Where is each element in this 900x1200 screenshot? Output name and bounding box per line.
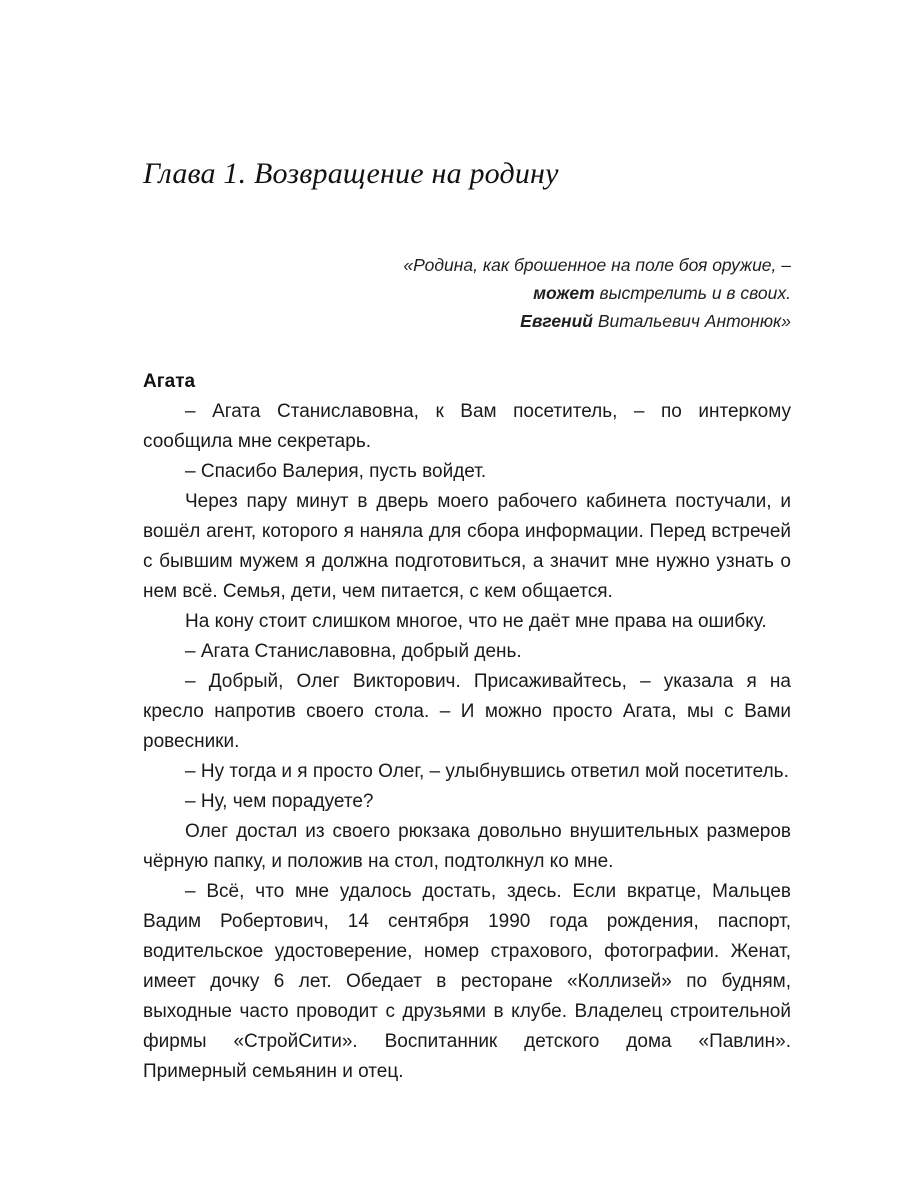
paragraph: – Агата Станиславовна, к Вам посетитель, – по интеркому сообщила мне секретарь. xyxy=(143,401,791,452)
paragraph: – Добрый, Олег Викторович. Присаживайтесь, – указала я на кресло напротив своего стола. – И можно просто Агата, мы с Вами ровесники. xyxy=(143,671,791,752)
paragraph: Через пару минут в дверь моего рабочего кабинета постучали, и вошёл агент, которого я наняла для сбора информации. Перед встречей с бывшим мужем я должна подготовиться, а значит мне нужно узнать о нем всё. Семья, дети, чем питается, с кем общается. xyxy=(143,491,791,602)
paragraph: – Спасибо Валерия, пусть войдет. xyxy=(185,461,487,482)
epigraph-line-3-emphasis: Евгений xyxy=(520,311,594,331)
paragraph: – Агата Станиславовна, добрый день. xyxy=(185,641,522,662)
epigraph-line-3 xyxy=(143,307,791,335)
paragraph: – Ну тогда и я просто Олег, – улыбнувшись ответил мой посетитель. xyxy=(185,761,789,782)
paragraph: – Всё, что мне удалось достать, здесь. Если вкратце, Мальцев Вадим Робертович, 14 сентября 1990 года рождения, паспорт, водительское удостоверение, номер страхового, фотографии. Женат, имеет дочку 6 лет. Обедает в ресторане «Коллизей» по будням, выходные часто проводит с друзьями в клубе. Владелец строительной фирмы «СтройСити». Воспитанник детского дома «Павлин». Примерный семьянин и отец. xyxy=(143,881,791,1082)
epigraph-line-1: «Родина, как брошенное на поле боя оружие, – xyxy=(403,255,791,275)
speaker-heading: Агата xyxy=(143,371,196,392)
epigraph-line-2-emphasis: может xyxy=(533,283,595,303)
paragraph: На кону стоит слишком многое, что не даёт мне права на ошибку. xyxy=(185,611,767,632)
paragraph: – Ну, чем порадуете? xyxy=(185,791,374,812)
paragraph: Олег достал из своего рюкзака довольно внушительных размеров чёрную папку, и положив на стол, подтолкнул ко мне. xyxy=(143,821,791,872)
epigraph-line-3-rest: Витальевич Антонюк» xyxy=(593,311,791,331)
chapter-title: Глава 1. Возвращение на родину xyxy=(143,157,559,190)
epigraph xyxy=(143,193,791,335)
epigraph-line-2-rest: выстрелить и в своих. xyxy=(594,283,791,303)
epigraph-line-2 xyxy=(143,279,791,307)
body-text xyxy=(143,335,791,1087)
page-content xyxy=(143,0,791,1087)
